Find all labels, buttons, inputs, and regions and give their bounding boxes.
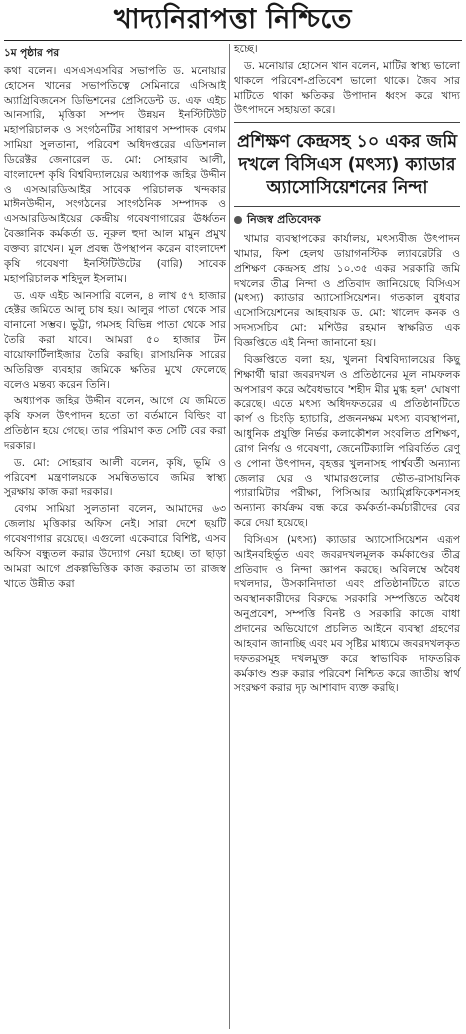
right-paragraph: বিজ্ঞপ্তিতে বলা হয়, খুলনা বিশ্ববিদ্যালয়ের কিছু শিক্ষার্থী দ্বারা জবরদখল ও প্রতিষ্ঠানের মূল নামফলক অপসারণ করে অবৈধভাবে 'শহীদ মীর মুগ্ধ হল' ঘোষণা করেছে। এতে মৎস্য অধিদফতরের এ প্রতিষ্ঠানটিতে কার্প ও চিংড়ি হ্যাচারি, প্রজননক্ষম মৎস্য ব্যবস্থাপনা, আধুনিক প্রযুক্তি নির্ভর কলাকৌশল সংবলিত প্রশিক্ষণ, রোগ নির্ণয় ও গবেষণা, জেনেটিক্যালি পরিবর্তিত রেণু ও পোনা উৎপাদন, বৃহত্তর খুলনাসহ পার্শ্ববর্তী অন্যান্য জেলার ঘের ও খামারগুলোর ভৌত-রাসায়নিক প্যারামিটার পরীক্ষা, পিসিআর অ্যাম্প্লিফিকেশনসহ অন্যান্য কার্যক্রম বন্ধ করে কর্মকর্তা-কর্মচারীদের বের করে দেয়া হয়েছে। xyxy=(234,353,460,530)
headline-divider xyxy=(4,40,462,41)
byline-text: নিজস্ব প্রতিবেদক xyxy=(247,213,321,227)
left-column xyxy=(4,46,226,593)
left-paragraph: ড. মো: সোহরাব আলী বলেন, কৃষি, ভূমি ও পরিবেশ মন্ত্রণালয়কে সমন্বিতভাবে জমির স্বাস্থ্য সুরক্ষায় কাজ করা দরকার। xyxy=(4,456,226,499)
sub-article-headline: প্রশিক্ষণ কেন্দ্রসহ ১০ একর জমি দখলে বিসিএস (মৎস্য) ক্যাডার অ্যাসোসিয়েশনের নিন্দা xyxy=(236,132,458,199)
right-paragraph: খামার ব্যবস্থাপকের কার্যালয়, মৎস্যবীজ উৎপাদন খামার, ফিশ হেলথ ডায়াগনস্টিক ল্যাবরেটরি ও প্রশিক্ষণ কেন্দ্রসহ প্রায় ১০.৩৫ একর সরকারি জমি দখলের তীব্র নিন্দা ও প্রতিবাদ জানিয়েছে বিসিএস (মৎস্য) ক্যাডার অ্যাসোসিয়েশন। গতকাল বুধবার এসোসিয়েশনের আহবায়ক ড. মো: খালেদ কনক ও সদস্যসচিব মো: মশিউর রহমান স্বাক্ষরিত এক বিজ্ঞপ্তিতে এই নিন্দা জানানো হয়। xyxy=(234,233,460,349)
bullet-icon xyxy=(234,216,242,224)
subheadline-rule xyxy=(234,206,460,207)
article-headline: খাদ্যনিরাপত্তা নিশ্চিতে xyxy=(113,4,353,35)
left-paragraph: ড. এফ এইচ আনসারি বলেন, ৪ লাখ ৫৭ হাজার হেক্টর জমিতে আলু চাষ হয়। আলুর পাতা থেকে সার বানানো সম্ভব। ভুট্টা, গমসহ বিভিন্ন পাতা থেকে সার তৈরি করা যাবে। আমরা ৫০ হাজার টন বায়োফার্টিলাইজার তৈরি করছি। রাসায়নিক সারের অতিরিক্ত ব্যবহার জমিকে ক্ষতির মুখে ফেলেছে বলেও মন্তব্য করেন তিনি। xyxy=(4,289,226,391)
column-divider xyxy=(229,44,230,1029)
page-continuation-ref: ১ম পৃষ্ঠার পর xyxy=(4,47,60,59)
right-paragraph: ড. মনোয়ার হোসেন খান বলেন, মাটির স্বাস্থ্য ভালো থাকলে পরিবেশ-প্রতিবেশ ভালো থাকে। জৈব সার মাটিতে থাকা ক্ষতিকর উপাদান ধ্বংস করে খাদ্য উৎপাদনে সহায়তা করে। xyxy=(234,59,460,117)
right-paragraph: বিসিএস (মৎস্য) ক্যাডার অ্যাসোসিয়েশন এরূপ আইনবহির্ভূত এবং জবরদখলমূলক কর্মকাণ্ডের তীব্র প্রতিবাদ ও নিন্দা জ্ঞাপন করছে। অবিলম্বে অবৈধ দখলদার, উসকানিদাতা এবং প্রতিষ্ঠানটিতে রাতে অবস্থানকারীদের বিরুদ্ধে সরকারি সম্পত্তিতে অবৈধ অনুপ্রবেশ, সম্পত্তি বিনষ্ট ও সরকারি কাজে বাধা প্রদানের অভিযোগে প্রচলিত আইনে ব্যবস্থা গ্রহণের আহবান জানাচ্ছি এবং মব সৃষ্টির মাধ্যমে জবরদখলকৃত দফতরসমূহ দখলমুক্ত করে স্বাভাবিক দাফতরিক কর্মকাণ্ড শুরু করার পরিবেশ নিশ্চিত করে জাতীয় স্বার্থ সংরক্ষণ করার দৃঢ় আশাবাদ ব্যক্ত করছি। xyxy=(234,533,461,695)
left-paragraph: অধ্যাপক জহির উদ্দীন বলেন, আগে যে জমিতে কৃষি ফসল উৎপাদন হতো তা বর্তমানে বিল্ডিং বা প্রতিষ্ঠান হয়ে গেছে। তার পরিমাণ কত সেটি বের করা দরকার। xyxy=(4,395,226,452)
right-column xyxy=(234,42,460,698)
left-paragraph: কথা বলেন। এসএসএসবির সভাপতি ড. মনোয়ার হোসেন খানের সভাপতিত্বে সেমিনারে এসিআই অ্যাগ্রিবিজনেস ডিভিশনের প্রেসিডেন্ট ড. এফ এইচ আনসারি, মৃত্তিকা সম্পদ উন্নয়ন ইনস্টিটিউট মহাপরিচালক ও সংগঠনটির সাধারণ সম্পাদক বেগম সামিয়া সুলতানা, পরিবেশ অধিদপ্তরের এডিশনাল ডিরেক্টর জেনারেল ড. মো: সোহরাব আলী, বাংলাদেশ কৃষি বিশ্ববিদ্যালয়ের অধ্যাপক জহির উদ্দীন ও এসআরডিআইর সাবেক পরিচালক খন্দকার মাঈনউদ্দীন, সংগঠনের সাংগঠনিক সম্পাদক ও এসআরডিআইয়ের কেন্দ্রীয় গবেষণাগারের ঊর্ধ্বতন বৈজ্ঞানিক কর্মকর্তা ড. নূরুল হুদা আল মামুন প্রমুখ বক্তব্য রাখেন। মূল প্রবন্ধ উপস্থাপন করেন বাংলাদেশ কৃষি গবেষণা ইনস্টিটিউটের (বারি) সাবেক মহাপরিচালক শহিদুল ইসলাম। xyxy=(4,64,226,285)
byline xyxy=(234,213,460,228)
subheadline-rule xyxy=(234,122,460,123)
left-paragraph: বেগম সামিয়া সুলতানা বলেন, আমাদের ৬৩ জেলায় মৃত্তিকার অফিস নেই। সারা দেশে ছয়টি গবেষণাগার রয়েছে। এগুলো একেবারে বিশিষ্ট, এসব অফিস বন্ধুতল করার উদ্যোগ নেয়া হচ্ছে। তা ছাড়া আমরা আগে প্রকল্পভিত্তিক কাজ করতাম তা রাজস্ব খাতে উন্নীত করা xyxy=(4,503,226,590)
right-paragraph: হচ্ছে। xyxy=(234,43,258,55)
